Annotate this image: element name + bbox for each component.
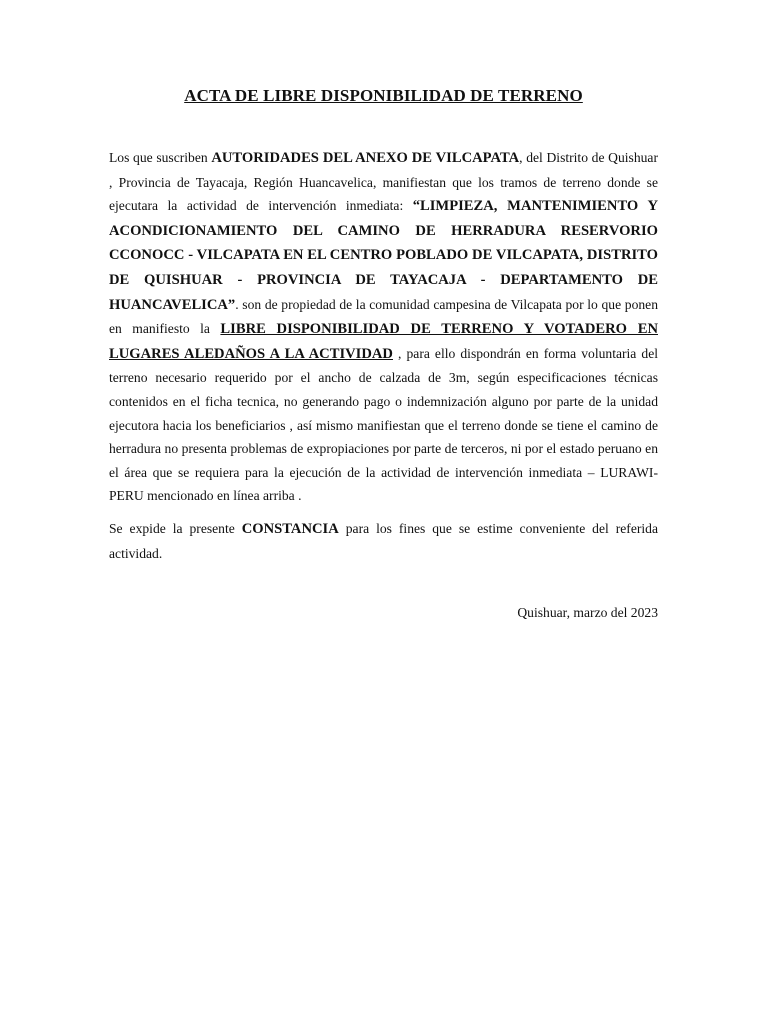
paragraph-text: , para ello dispondrán en forma voluntaria del terreno necesario requerido por el ancho de calzada de 3m, según especificaciones técnicas contenidos en el ficha tecnica, no generando pago o indemnización alguno por parte de la unidad ejecutora hacia los beneficiarios , así mismo manifiestan que el terreno donde se tiene el camino de herradura no presenta problemas de expropiaciones por parte de terceros, ni por el estado peruano en el área que se requiera para la ejecución de la actividad de intervención inmediata – LURAWI- PERU mencionado en línea arriba . [109, 345, 659, 504]
constancy-word: CONSTANCIA [241, 520, 339, 537]
document-title: ACTA DE LIBRE DISPONIBILIDAD DE TERRENO [184, 86, 583, 105]
paragraph-text: , del Distrito de Quishuar , Provincia de Tayacaja, Región Huancavelica, manifiestan que los tramos de terreno donde se ejecutara la actividad de intervención inmediata: [109, 150, 658, 214]
paragraph-text: para los fines que se estime conveniente del referida actividad. [109, 520, 658, 561]
document-page [109, 84, 658, 625]
paragraph-text: Los que suscriben [109, 150, 212, 165]
authorities-name: AUTORIDADES DEL ANEXO DE VILCAPATA [211, 150, 520, 166]
constancy-paragraph [109, 517, 658, 565]
availability-statement: LIBRE DISPONIBILIDAD DE TERRENO Y VOTADERO EN LUGARES ALEDAÑOS A LA ACTIVIDAD [109, 321, 658, 362]
paragraph-text: Se expide la presente [109, 520, 242, 536]
activity-name: “LIMPIEZA, MANTENIMIENTO Y ACONDICIONAMIENTO DEL CAMINO DE HERRADURA RESERVORIO CCONOCC - VILCAPATA EN EL CENTRO POBLADO DE VILCAPATA, DISTRITO DE QUISHUAR - PROVINCIA DE TAYACAJA - DEPARTAMENTO DE HUANCAVELICA” [109, 198, 658, 313]
paragraph-text: . son de propiedad de la comunidad campesina de Vilcapata por lo que ponen en manifiesto la [109, 296, 658, 337]
place-date: Quishuar, marzo del 2023 [517, 605, 658, 621]
declaration-paragraph [109, 146, 658, 508]
